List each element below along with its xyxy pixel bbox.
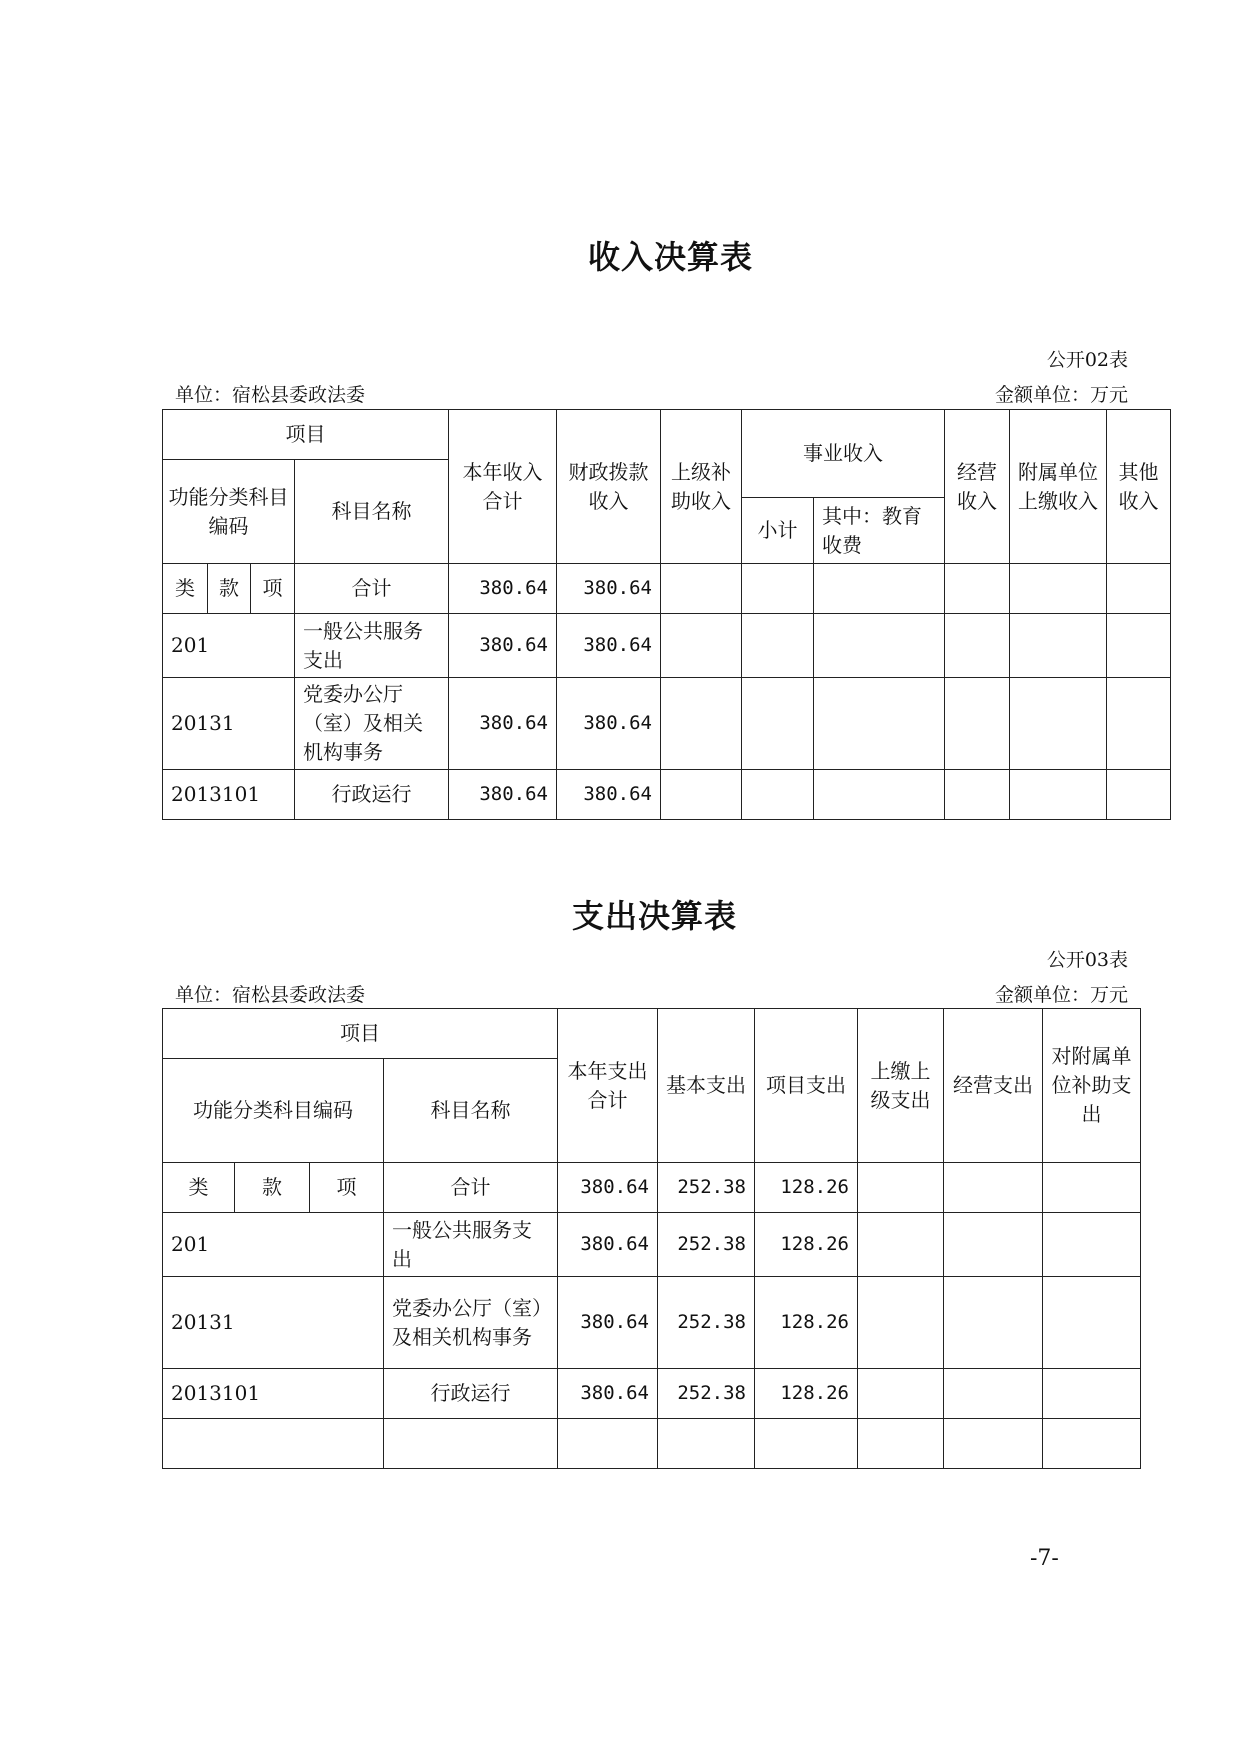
- expense-header-remit: 上缴上级支出: [858, 1009, 944, 1163]
- expense-row-basic: 252.38: [658, 1213, 755, 1277]
- income-header-item: 项目: [163, 410, 449, 460]
- income-amount-unit: 金额单位：万元: [994, 384, 1128, 406]
- income-row-code: 20131: [163, 678, 295, 770]
- income-row-name: 合计: [295, 564, 449, 614]
- expense-header-lei: 类: [163, 1163, 235, 1213]
- expense-row-name: 合计: [384, 1163, 558, 1213]
- income-row-fiscal: 380.64: [557, 678, 661, 770]
- income-row-code: 2013101: [163, 770, 295, 820]
- income-row-total: 380.64: [449, 564, 557, 614]
- expense-table-no: 公开03表: [1046, 949, 1128, 971]
- income-header-func-code: 功能分类科目编码: [163, 460, 295, 564]
- income-row-total: 380.64: [449, 614, 557, 678]
- expense-header-operating: 经营支出: [944, 1009, 1043, 1163]
- expense-row-name: 一般公共服务支出: [384, 1213, 558, 1277]
- expense-row-basic: 252.38: [658, 1163, 755, 1213]
- income-row-code: 201: [163, 614, 295, 678]
- expense-row-code: 2013101: [163, 1369, 384, 1419]
- expense-row-total: 380.64: [558, 1369, 658, 1419]
- expense-table: [162, 1008, 1141, 1469]
- expense-row-total: 380.64: [558, 1277, 658, 1369]
- income-table: [162, 409, 1171, 820]
- expense-row-code: 201: [163, 1213, 384, 1277]
- income-header-total: 本年收入合计: [449, 410, 557, 564]
- income-header-edu-fee: 其中：教育收费: [814, 498, 945, 564]
- expense-header-subject-name: 科目名称: [384, 1059, 558, 1163]
- income-header-kuan: 款: [208, 564, 251, 614]
- income-header-lei: 类: [163, 564, 208, 614]
- income-header-business: 事业收入: [742, 410, 945, 498]
- income-title: 收入决算表: [588, 238, 754, 276]
- income-header-fiscal: 财政拨款收入: [557, 410, 661, 564]
- expense-title: 支出决算表: [572, 897, 738, 935]
- income-table-no: 公开02表: [1046, 349, 1128, 371]
- expense-header-xiang: 项: [310, 1163, 384, 1213]
- expense-header-project: 项目支出: [755, 1009, 858, 1163]
- income-header-subject-name: 科目名称: [295, 460, 449, 564]
- income-row-total: 380.64: [449, 678, 557, 770]
- expense-row-project: 128.26: [755, 1277, 858, 1369]
- expense-row-basic: 252.38: [658, 1369, 755, 1419]
- income-header-xiang: 项: [251, 564, 295, 614]
- income-row-name: 行政运行: [295, 770, 449, 820]
- expense-header-kuan: 款: [235, 1163, 310, 1213]
- income-header-subtotal: 小计: [742, 498, 814, 564]
- income-header-operating: 经营收入: [945, 410, 1010, 564]
- income-header-superior: 上级补助收入: [661, 410, 742, 564]
- income-unit: 单位：宿松县委政法委: [175, 384, 366, 406]
- expense-row-total: 380.64: [558, 1163, 658, 1213]
- expense-unit: 单位：宿松县委政法委: [175, 984, 366, 1006]
- income-header-affiliated: 附属单位上缴收入: [1010, 410, 1107, 564]
- income-row-name: 党委办公厅（室）及相关机构事务: [295, 678, 449, 770]
- expense-amount-unit: 金额单位：万元: [994, 984, 1128, 1006]
- expense-row-basic: 252.38: [658, 1277, 755, 1369]
- income-row-total: 380.64: [449, 770, 557, 820]
- income-header-other: 其他收入: [1107, 410, 1171, 564]
- expense-header-basic: 基本支出: [658, 1009, 755, 1163]
- expense-header-total: 本年支出合计: [558, 1009, 658, 1163]
- expense-row-total: 380.64: [558, 1213, 658, 1277]
- income-row-fiscal: 380.64: [557, 614, 661, 678]
- expense-row-name: 行政运行: [384, 1369, 558, 1419]
- expense-empty-row: [163, 1419, 1141, 1469]
- expense-row-project: 128.26: [755, 1213, 858, 1277]
- expense-row-code: 20131: [163, 1277, 384, 1369]
- expense-row-name: 党委办公厅（室）及相关机构事务: [384, 1277, 558, 1369]
- page-number: -7-: [1030, 1546, 1059, 1571]
- expense-header-subsidy: 对附属单位补助支出: [1043, 1009, 1141, 1163]
- expense-row-project: 128.26: [755, 1163, 858, 1213]
- expense-header-item: 项目: [163, 1009, 558, 1059]
- expense-row-project: 128.26: [755, 1369, 858, 1419]
- income-row-fiscal: 380.64: [557, 564, 661, 614]
- income-row-name: 一般公共服务支出: [295, 614, 449, 678]
- expense-header-func-code: 功能分类科目编码: [163, 1059, 384, 1163]
- income-row-fiscal: 380.64: [557, 770, 661, 820]
